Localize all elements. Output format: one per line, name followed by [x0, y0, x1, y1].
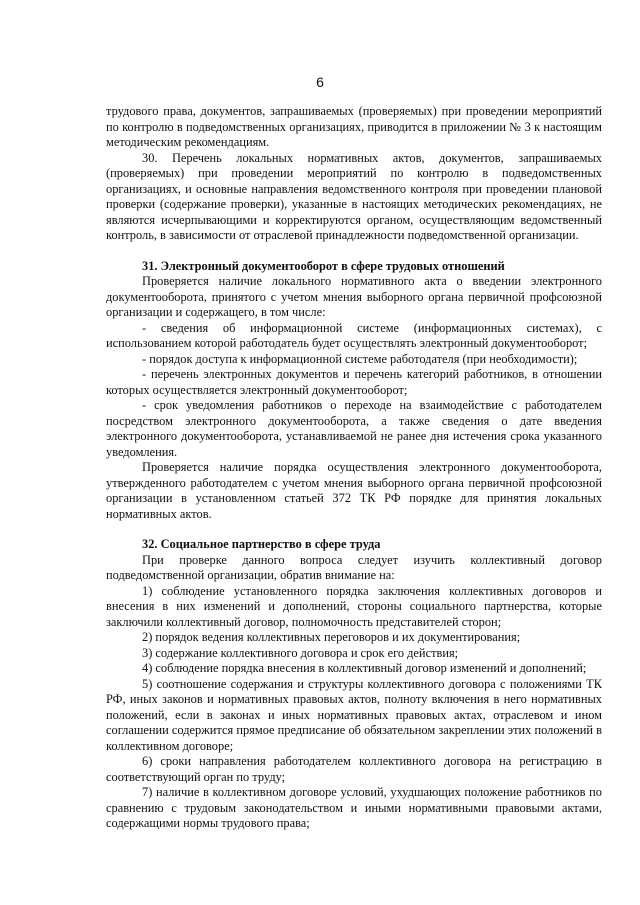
list-item: 3) содержание коллективного договора и срок его действия; [142, 645, 459, 660]
list-item: 1) соблюдение установленного порядка заключения коллективных договоров и внесения в них изменений и дополнений, стороны социального партнерства, которые заключили коллективный договор, полномочность представителей сторон; [106, 583, 602, 629]
section-heading: 31. Электронный документооборот в сфере трудовых отношений [142, 258, 505, 273]
section-heading: 32. Социальное партнерство в сфере труда [142, 537, 381, 551]
list-item: 5) соотношение содержания и структуры коллективного договора с положениями ТК РФ, иных законов и нормативных правовых актов, полноту включения в него нормативных положений, если в законах и иных нормативных правовых актах, отраслевом и ином соглашении содержится прямое предписание об обязательном закреплении этих положений в коллективном договоре; [106, 676, 602, 753]
list-item: 6) сроки направления работодателем коллективного договора на регистрацию в соответствующий орган по труду; [106, 754, 602, 784]
paragraph: Проверяется наличие локального нормативного акта о введении электронного документооборота, принятого с учетом мнения выборного органа первичной профсоюзной организации и содержащего, в том числе: [106, 274, 602, 319]
list-item: - перечень электронных документов и перечень категорий работников, в отношении которых осуществляется электронный документооборот; [106, 367, 602, 397]
paragraph: трудового права, документов, запрашиваемых (проверяемых) при проведении мероприятий по контролю в подведомственных организациях, приводится в приложении № 3 к настоящим методическим рекомендациям. [106, 104, 602, 149]
list-item: 2) порядок ведения коллективных переговоров и их документирования; [142, 630, 521, 644]
list-item: - срок уведомления работников о переходе на взаимодействие с работодателем посредством электронного документооборота, а также сведения о дате введения электронного документооборота, устанавливаемой не ранее дня истечения срока указанного уведомления. [106, 398, 602, 459]
list-item: 7) наличие в коллективном договоре условий, ухудшающих положение работников по сравнению с трудовым законодательством и иными нормативными правовыми актами, содержащими нормы трудового права; [106, 785, 602, 830]
document-body [106, 104, 602, 832]
paragraph: 30. Перечень локальных нормативных актов, документов, запрашиваемых (проверяемых) при проведении мероприятий по контролю в подведомственных организациях, и основные направления ведомственного контроля при проведении плановой проверки (содержание проверки), указанные в настоящих методических рекомендациях, не являются исчерпывающими и корректируются органом, осуществляющим ведомственный контроль, в зависимости от отраслевой принадлежности подведомственной организации. [106, 150, 602, 242]
list-item: - порядок доступа к информационной системе работодателя (при необходимости); [142, 351, 578, 366]
page-number: 6 [316, 74, 324, 90]
list-item: - сведения об информационной системе (информационных системах), с использованием которой работодатель будет осуществлять электронный документооборот; [106, 320, 602, 350]
list-item: 4) соблюдение порядка внесения в коллективный договор изменений и дополнений; [142, 661, 587, 675]
paragraph: Проверяется наличие порядка осуществления электронного документооборота, утвержденного работодателем с учетом мнения выборного органа первичной профсоюзной организации в установленном статьей 372 ТК РФ порядке для принятия локальных нормативных актов. [106, 460, 602, 521]
paragraph: При проверке данного вопроса следует изучить коллективный договор подведомственной организации, обратив внимание на: [106, 552, 602, 582]
